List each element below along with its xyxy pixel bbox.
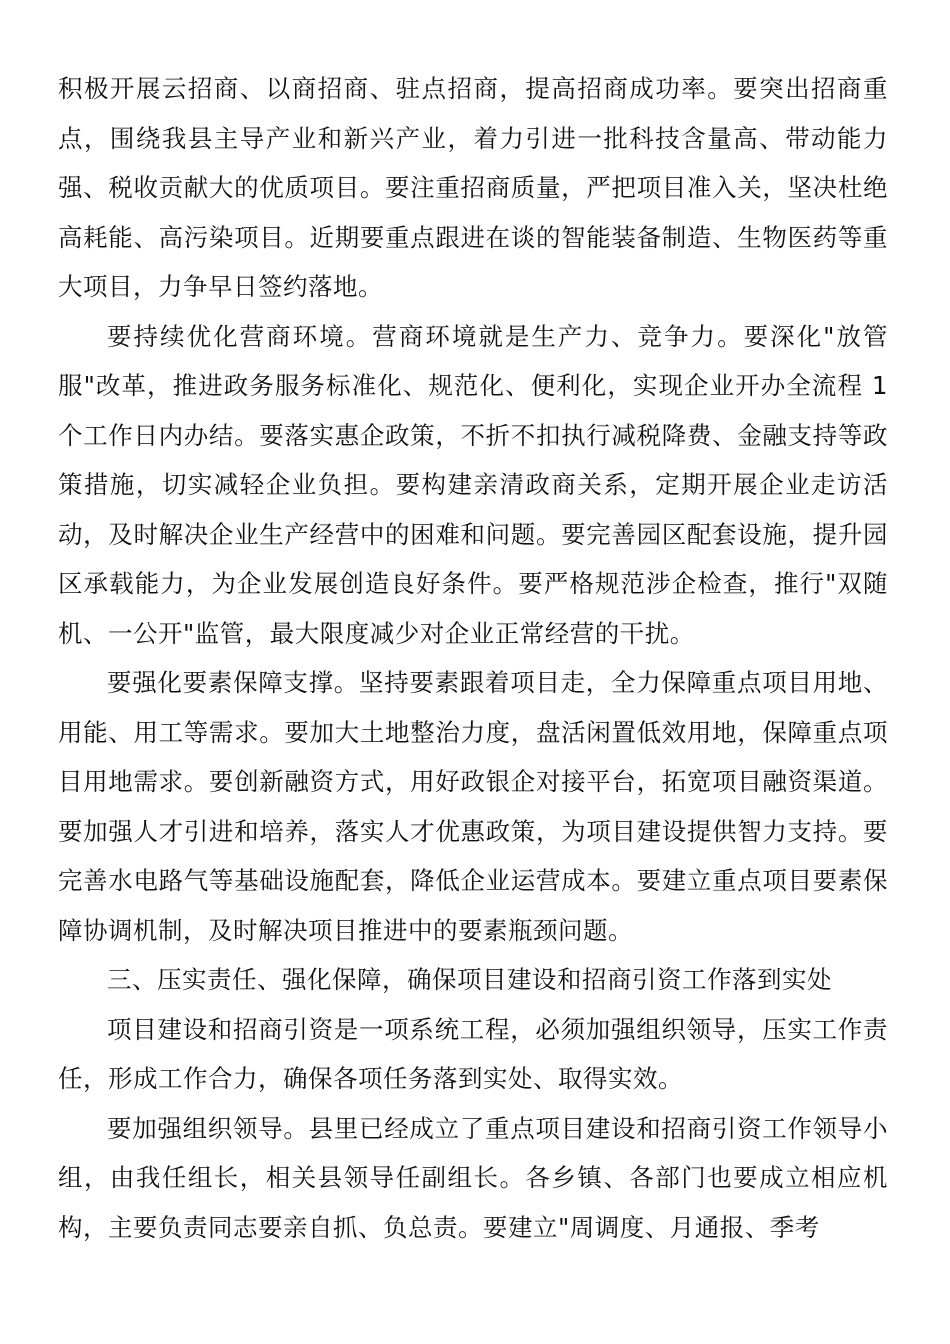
paragraph-5: 要加强组织领导。县里已经成立了重点项目建设和招商引资工作领导小组，由我任组长，相关县领导任副组长。各乡镇、各部门也要成立相应机构，主要负责同志要亲自抓、负总责。要建立"周调度、月通报、季考 bbox=[58, 1113, 888, 1242]
section-heading: 三、压实责任、强化保障，确保项目建设和招商引资工作落到实处 bbox=[107, 965, 832, 994]
paragraph-4: 项目建设和招商引资是一项系统工程，必须加强组织领导，压实工作责任，形成工作合力，确保各项任务落到实处、取得实效。 bbox=[58, 1014, 888, 1093]
paragraph-3: 要强化要素保障支撑。坚持要素跟着项目走，全力保障重点项目用地、用能、用工等需求。要加大土地整治力度，盘活闲置低效用地，保障重点项目用地需求。要创新融资方式，用好政银企对接平台，拓宽项目融资渠道。要加强人才引进和培养，落实人才优惠政策，为项目建设提供智力支持。要完善水电路气等基础设施配套，降低企业运营成本。要建立重点项目要素保障协调机制，及时解决项目推进中的要素瓶颈问题。 bbox=[58, 668, 888, 945]
document-page bbox=[58, 64, 888, 1252]
paragraph-2: 要持续优化营商环境。营商环境就是生产力、竞争力。要深化"放管服"改革，推进政务服务标准化、规范化、便利化，实现企业开办全流程 1 个工作日内办结。要落实惠企政策，不折不扣执行减税降费、金融支持等政策措施，切实减轻企业负担。要构建亲清政商关系，定期开展企业走访活动，及时解决企业生产经营中的困难和问题。要完善园区配套设施，提升园区承载能力，为企业发展创造良好条件。要严格规范涉企检查，推行"双随机、一公开"监管，最大限度减少对企业正常经营的干扰。 bbox=[58, 321, 888, 648]
paragraph-1: 积极开展云招商、以商招商、驻点招商，提高招商成功率。要突出招商重点，围绕我县主导产业和新兴产业，着力引进一批科技含量高、带动能力强、税收贡献大的优质项目。要注重招商质量，严把项目准入关，坚决杜绝高耗能、高污染项目。近期要重点跟进在谈的智能装备制造、生物医药等重大项目，力争早日签约落地。 bbox=[58, 74, 888, 301]
